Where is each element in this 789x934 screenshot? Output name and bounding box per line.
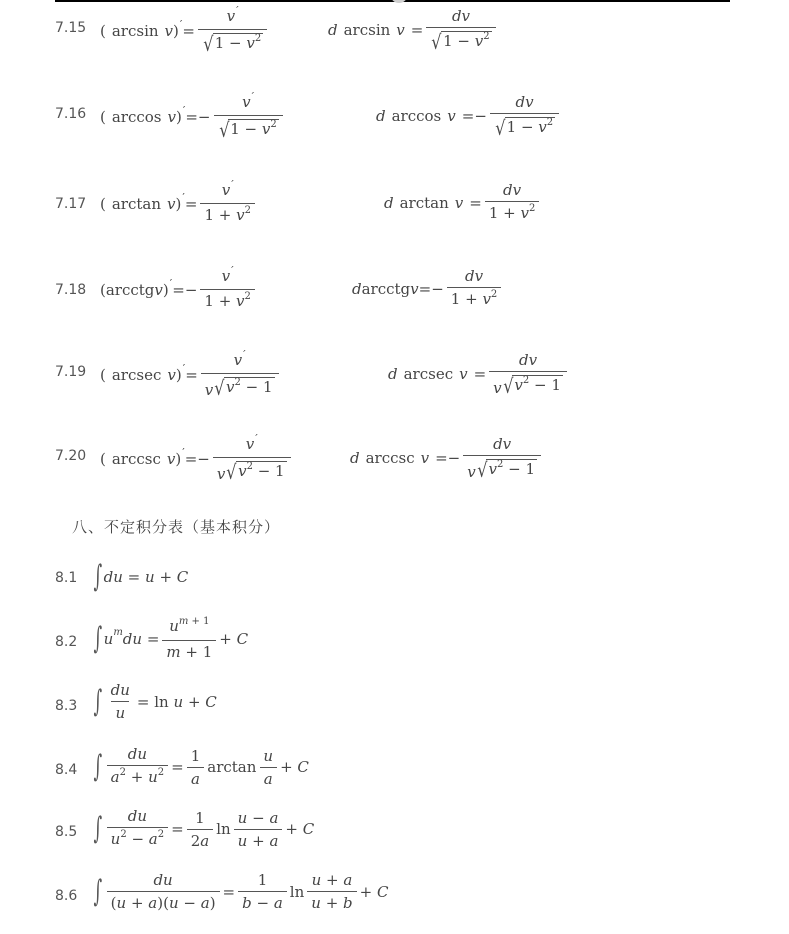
equals-sign: = — [182, 22, 195, 40]
formula-number: 7.19 — [55, 364, 87, 380]
integral-formula: ∫ $\frac{du}{(u + a)(u - a)}$ = $\frac{1}{b - a}$ ln $\frac{u + a}{u + b}$ + C — [93, 871, 389, 912]
integral-sign-icon: ∫ — [93, 749, 103, 784]
integral-formula: ∫ $\frac{du}{a^2 + u^2}$ = $\frac{1}{a}$ arctan $\frac{u}{a}$ + C — [93, 745, 309, 788]
formula-number: 7.15 — [55, 20, 87, 36]
differential-formula: d arcsec v = dv v √ $v^2 - 1$ — [388, 352, 570, 396]
formula-number: 8.4 — [55, 762, 78, 778]
formula-number: 7.18 — [55, 282, 87, 298]
formula-number: 7.17 — [55, 196, 87, 212]
integral-sign-icon: ∫ — [93, 683, 103, 719]
formula-number: 8.6 — [55, 888, 78, 904]
differential-formula: d arccsc v =− dv v √ $v^2 - 1$ — [350, 436, 544, 480]
section-heading: 八、不定积分表（基本积分） — [72, 518, 281, 536]
formula-number: 8.3 — [55, 698, 78, 714]
differential-formula: d arccos v =− dv √ $1 - v^2$ — [376, 94, 562, 138]
differential-formula: d arcctg v =− $\frac{dv}{1 + v^2}$ — [352, 268, 504, 310]
derivative-formula: ( arccsc v ) ′ =− v′ v √ $v^2 - 1$ — [100, 436, 294, 482]
formula-number: 7.16 — [55, 106, 87, 122]
formula-number: 8.5 — [55, 824, 78, 840]
integral-formula: ∫ $\frac{du}{u^2 - a^2}$ = $\frac{1}{2a}$ ln $\frac{u - a}{u + a}$ + C — [93, 807, 315, 850]
differential-formula: d arctan v = $\frac{dv}{1 + v^2}$ — [384, 182, 542, 224]
integral-formula: ∫ $\frac{du}{u}$ = ln u + C — [93, 681, 217, 722]
derivative-formula: ( arctan v ) ′ = $\frac{v'}{1 + v^2}$ — [100, 182, 258, 226]
formula-number: 7.20 — [55, 448, 87, 464]
integral-formula: ∫ du = u + C — [93, 559, 189, 594]
integral-sign-icon: ∫ — [93, 559, 103, 594]
formula-number: 8.2 — [55, 634, 78, 650]
integral-sign-icon: ∫ — [93, 811, 103, 846]
derivative-formula: ( arcsec v ) ′ = v′ v √ $v^2 - 1$ — [100, 352, 282, 398]
integral-sign-icon: ∫ — [93, 873, 103, 909]
formula-number: 8.1 — [55, 570, 78, 586]
derivative-formula: ( arcctg v ) ′ =− $\frac{v'}{1 + v^2}$ — [100, 268, 258, 312]
integral-formula: ∫ u m du = $\frac{u^{m + 1}}{m + 1}$ + C — [93, 616, 249, 661]
derivative-formula: ( arcsin v ) ′ = v′ √ $1 - v^2$ — [100, 8, 270, 54]
differential-formula: d arcsin v = dv √ $1 - v^2$ — [328, 8, 499, 52]
derivative-formula: ( arccos v ) ′ =− v′ √ $1 - v^2$ — [100, 94, 286, 140]
function-name: arcsin — [111, 22, 159, 40]
integral-sign-icon: ∫ — [93, 621, 103, 656]
